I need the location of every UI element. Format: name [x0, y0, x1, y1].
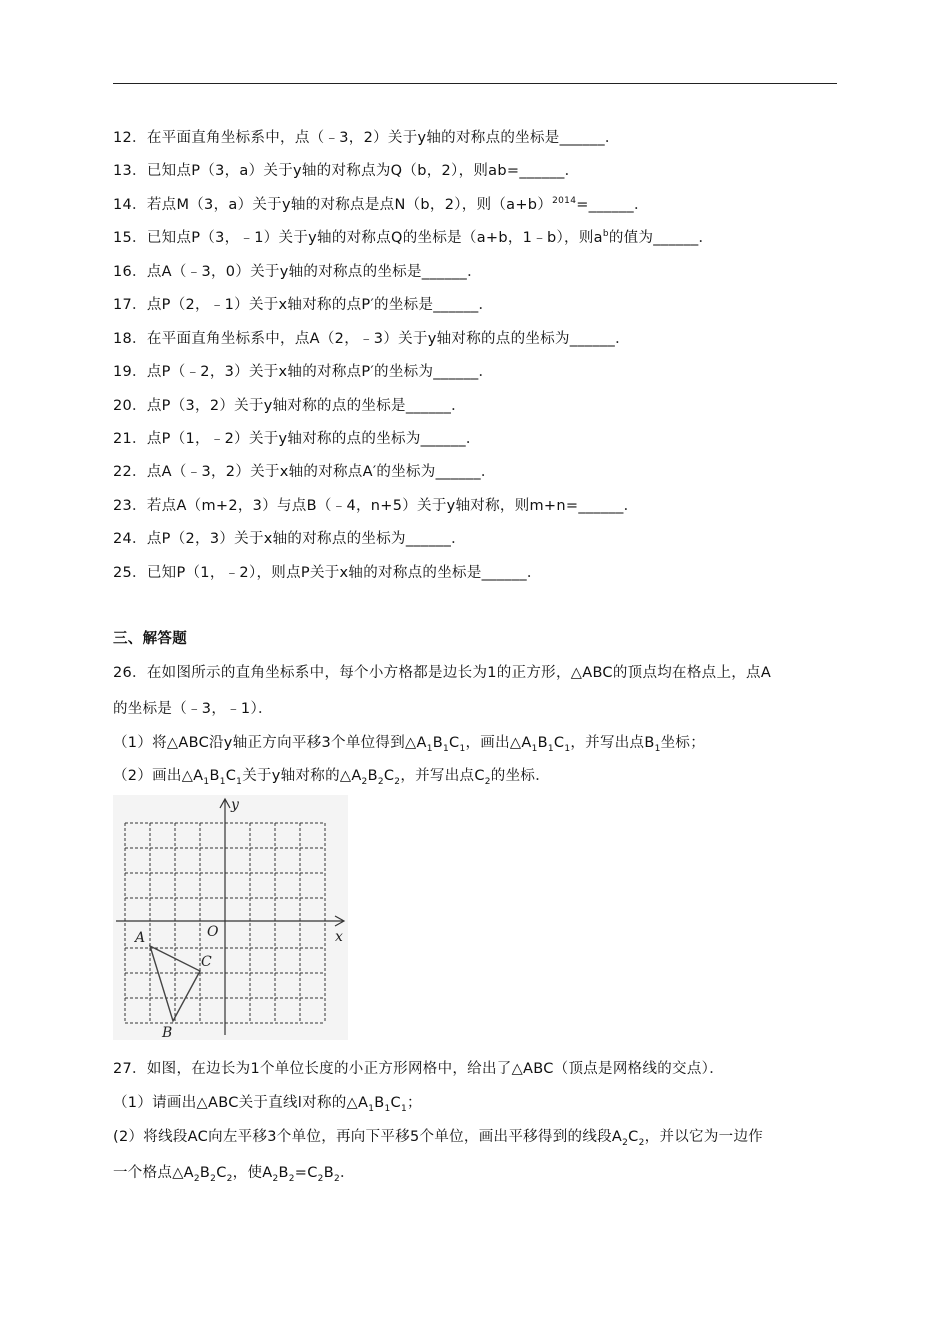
q26p1-text-b2: B: [537, 735, 548, 751]
vertex-b-label: B: [162, 1025, 173, 1040]
q27p3-text-a: 一个格点△A: [113, 1165, 194, 1181]
header-rule: [113, 83, 837, 84]
question-26-part2: [113, 766, 550, 786]
q26p1-text-c: C: [449, 735, 460, 751]
sub: 1: [203, 776, 210, 787]
sub: 2: [394, 776, 401, 787]
sub: 1: [442, 743, 450, 754]
sub: 2: [638, 1137, 645, 1148]
q27p3-text-d: ，使A: [232, 1165, 273, 1181]
q26p2-text-h: 的坐标．: [490, 768, 550, 784]
sub: 1: [459, 743, 466, 754]
sub: 2: [484, 776, 491, 787]
question-26-line1: 26．在如图所示的直角坐标系中，每个小方格都是边长为1的正方形，△ABC的顶点均在格点上，点A: [113, 665, 772, 681]
q14-text: 14．若点M（3，a）关于y轴的对称点是点N（b，2），则（a+b）: [113, 197, 553, 213]
q26p1-text-d: ，画出△A: [465, 735, 532, 751]
section-heading: 三、解答题: [113, 631, 187, 647]
q26p2-text-f: C: [383, 768, 395, 784]
sub: 1: [400, 1103, 407, 1114]
question-27-line1: 27．如图，在边长为1个单位长度的小正方形网格中，给出了△ABC（顶点是网格线的交点）．: [113, 1061, 725, 1077]
q26p1-text-b: B: [432, 735, 443, 751]
q27p3-text-b: B: [199, 1165, 211, 1181]
q26p2-text-c: C: [225, 768, 237, 784]
q27p1-text-b: B: [374, 1095, 385, 1111]
question-27-part1: [113, 1093, 422, 1113]
question-15: [113, 228, 713, 248]
vertex-a-label: A: [135, 930, 146, 946]
q14-blank: =______．: [576, 197, 649, 213]
q26p2-text-d: 关于y轴对称的△A: [242, 768, 362, 784]
sub: 2: [377, 776, 384, 787]
sub: 2: [317, 1173, 324, 1184]
q15-text: 15．已知点P（3，﹣1）关于y轴的对称点Q的坐标是（a+b，1﹣b），则a: [113, 230, 603, 246]
q27p3-text-e: B: [278, 1165, 289, 1181]
question-20: 20．点P（3，2）关于y轴对称的点的坐标是______．: [113, 398, 466, 414]
q27p3-text-g: B: [323, 1165, 334, 1181]
sub: 2: [226, 1173, 233, 1184]
q27p1-text-d: ；: [407, 1095, 422, 1111]
sub: 2: [333, 1173, 340, 1184]
question-26-line2: 的坐标是（﹣3，﹣1）．: [113, 701, 273, 717]
coordinate-grid-figure: [113, 795, 348, 1040]
question-17: 17．点P（2，﹣1）关于x轴对称的点P′的坐标是______．: [113, 297, 494, 313]
q26p2-text-g: ，并写出点C: [400, 768, 485, 784]
q26p1-text-e: ，并写出点B: [570, 735, 655, 751]
vertex-c-label: C: [201, 954, 212, 970]
sub: 1: [236, 776, 243, 787]
question-24: 24．点P（2，3）关于x轴的对称点的坐标为______．: [113, 531, 466, 547]
q15-blank: 的值为______．: [608, 230, 714, 246]
q27p3-text-h: ．: [339, 1165, 355, 1181]
q15-exponent: b: [602, 229, 609, 240]
sub: 1: [426, 743, 433, 754]
question-25: 25．已知P（1，﹣2），则点P关于x轴的对称点的坐标是______．: [113, 565, 542, 581]
sub: 2: [193, 1173, 200, 1184]
question-27-part2: [113, 1127, 763, 1147]
sub: 2: [272, 1173, 279, 1184]
q27p2-text-c: ，并以它为一边作: [644, 1129, 764, 1145]
q26p2-text-b: B: [209, 768, 220, 784]
q27p2-text-a: (2）将线段AC向左平移3个单位，再向下平移5个单位，画出平移得到的线段A: [113, 1129, 623, 1145]
sub: 2: [288, 1173, 295, 1184]
question-13: 13．已知点P（3，a）关于y轴的对称点为Q（b，2），则ab=______．: [113, 163, 580, 179]
question-23: 23．若点A（m+2，3）与点B（﹣4，n+5）关于y轴对称，则m+n=______．: [113, 498, 639, 514]
q27p2-text-b: C: [628, 1129, 639, 1145]
q26p1-text-c2: C: [553, 735, 565, 751]
origin-label: O: [207, 924, 219, 940]
x-axis-label: x: [335, 929, 343, 945]
q27p3-text-c: C: [216, 1165, 227, 1181]
sub: 1: [384, 1103, 391, 1114]
question-16: 16．点A（﹣3，0）关于y轴的对称点的坐标是______．: [113, 264, 482, 280]
sub: 1: [547, 743, 554, 754]
question-27-part3: [113, 1163, 355, 1183]
q14-exponent: 2014: [552, 196, 577, 207]
q26p1-text-a: （1）将△ABC沿y轴正方向平移3个单位得到△A: [113, 735, 427, 751]
figure-background: [113, 795, 348, 1040]
question-12: 12．在平面直角坐标系中，点（﹣3，2）关于y轴的对称点的坐标是______．: [113, 130, 620, 146]
q27p3-text-f: =C: [294, 1165, 318, 1181]
question-18: 18．在平面直角坐标系中，点A（2，﹣3）关于y轴对称的点的坐标为______．: [113, 331, 630, 347]
sub: 1: [531, 743, 538, 754]
question-19: 19．点P（﹣2，3）关于x轴的对称点P′的坐标为______．: [113, 364, 494, 380]
q26p1-text-f: 坐标；: [660, 735, 706, 751]
question-26-part1: [113, 733, 705, 753]
question-22: 22．点A（﹣3，2）关于x轴的对称点A′的坐标为______．: [113, 464, 496, 480]
sub: 2: [361, 776, 368, 787]
q27p1-text-c: C: [390, 1095, 401, 1111]
question-21: 21．点P（1，﹣2）关于y轴对称的点的坐标为______．: [113, 431, 481, 447]
sub: 1: [368, 1103, 375, 1114]
sub: 1: [219, 776, 226, 787]
y-axis-label: y: [231, 797, 239, 813]
q26p2-text-a: （2）画出△A: [113, 768, 204, 784]
sub: 2: [622, 1137, 629, 1148]
question-14: [113, 195, 649, 215]
sub: 1: [564, 743, 571, 754]
sub: 1: [654, 743, 661, 754]
q26p2-text-e: B: [367, 768, 378, 784]
q27p1-text-a: （1）请画出△ABC关于直线l对称的△A: [113, 1095, 369, 1111]
sub: 2: [210, 1173, 217, 1184]
